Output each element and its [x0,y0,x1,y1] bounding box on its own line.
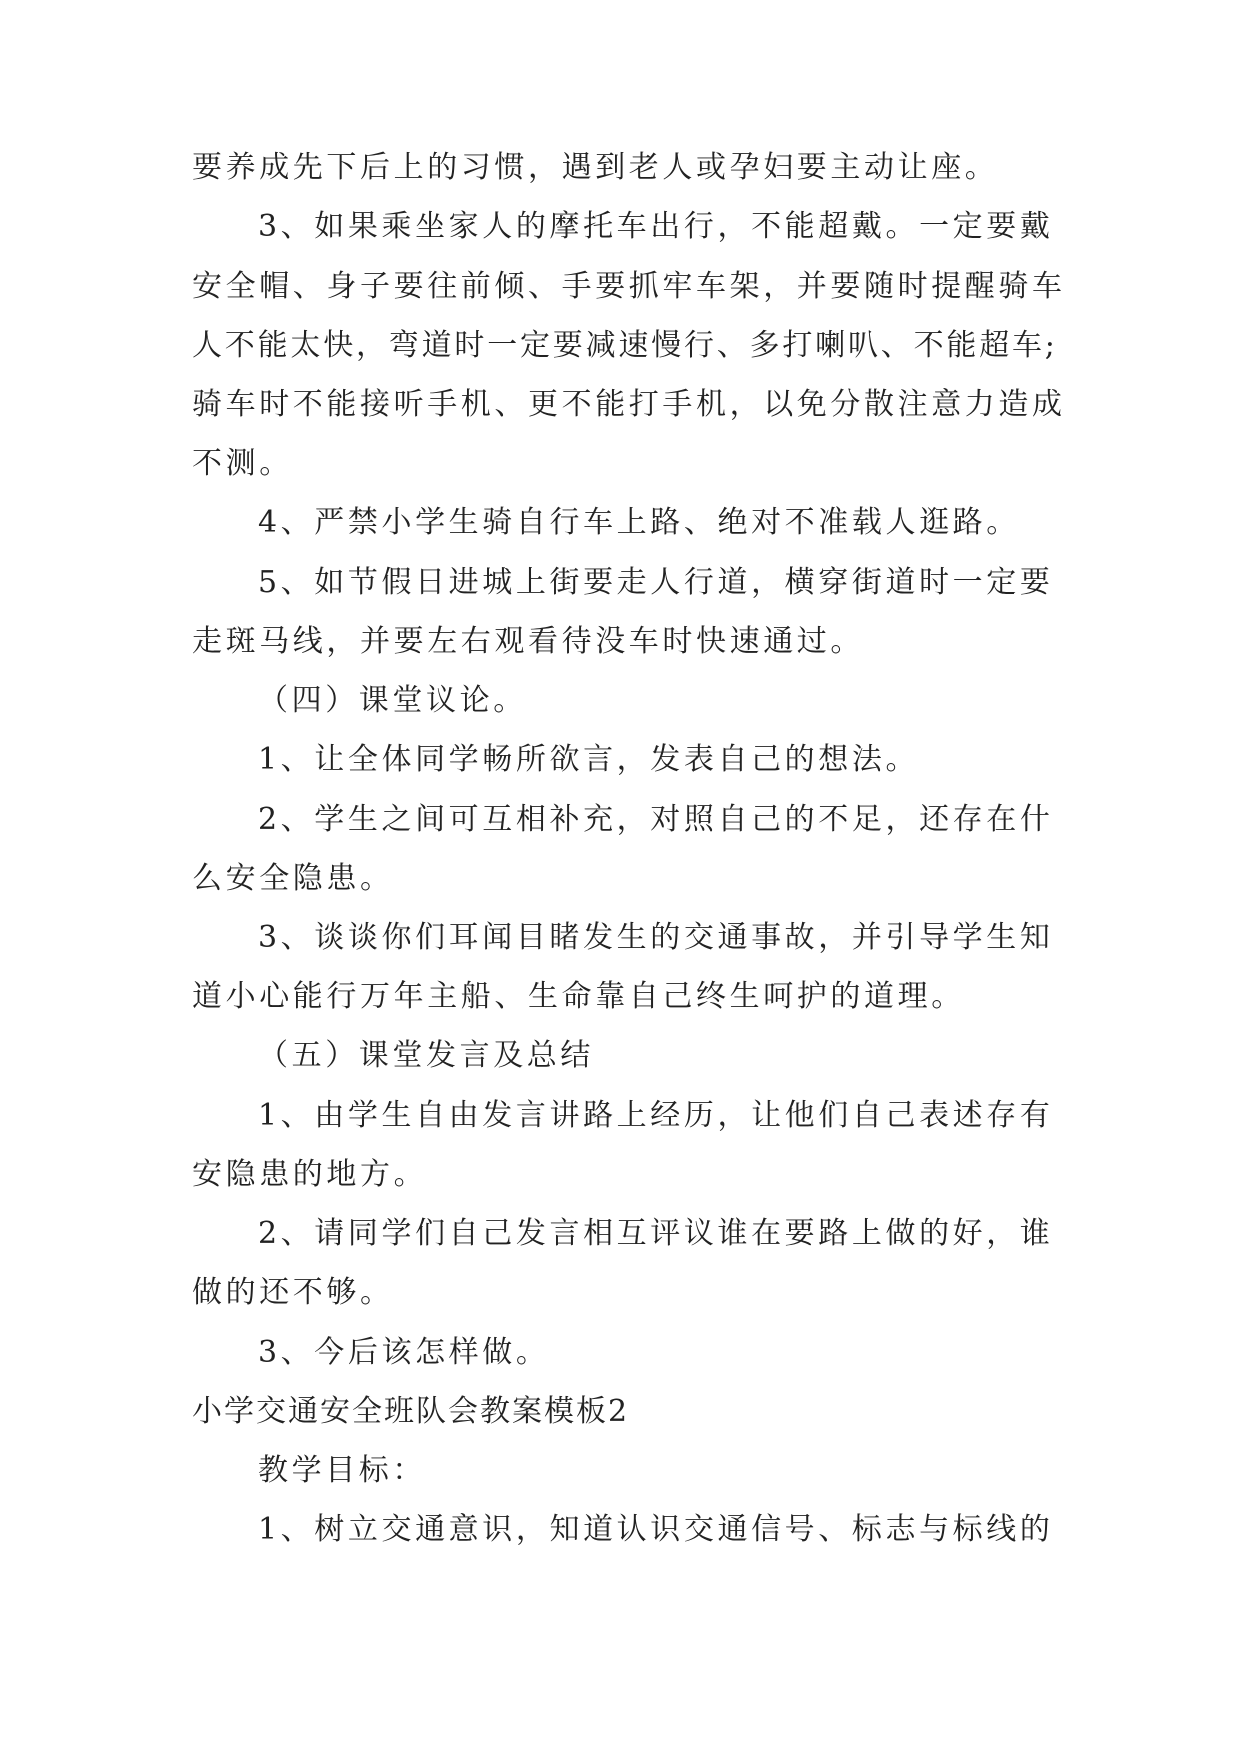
body-text-line: 2、请同学们自己发言相互评议谁在要路上做的好，谁 [258,1216,1054,1251]
body-text-line: 4、严禁小学生骑自行车上路、绝对不准载人逛路。 [258,505,1020,540]
body-text-line: 1、由学生自由发言讲路上经历，让他们自己表述存有 [258,1098,1054,1133]
body-text-line: 安全帽、身子要往前倾、手要抓牢车架，并要随时提醒骑车 [192,269,1066,304]
body-text-line: 要养成先下后上的习惯，遇到老人或孕妇要主动让座。 [192,150,999,185]
body-text-line: 3、今后该怎样做。 [258,1335,550,1370]
body-text-line: 做的还不够。 [192,1275,394,1310]
body-text-line: 道小心能行万年主船、生命靠自己终生呵护的道理。 [192,979,965,1014]
body-text-line: 人不能太快，弯道时一定要减速慢行、多打喇叭、不能超车; [192,328,1058,363]
body-text-line: 走斑马线，并要左右观看待没车时快速通过。 [192,624,864,659]
body-text-line: 2、学生之间可互相补充，对照自己的不足，还存在什 [258,802,1054,837]
body-text-line: 3、如果乘坐家人的摩托车出行，不能超戴。一定要戴 [258,209,1054,244]
body-text-line: 3、谈谈你们耳闻目睹发生的交通事故，并引导学生知 [258,920,1054,955]
section-heading: （四）课堂议论。 [258,683,527,718]
section-heading: （五）课堂发言及总结 [258,1038,594,1073]
body-text-line: 么安全隐患。 [192,861,394,896]
body-text-line: 1、树立交通意识，知道认识交通信号、标志与标线的 [258,1512,1054,1547]
section-heading: 教学目标： [258,1453,426,1488]
body-text-line: 不测。 [192,446,293,481]
document-title: 小学交通安全班队会教案模板2 [192,1394,630,1429]
body-text-line: 骑车时不能接听手机、更不能打手机，以免分散注意力造成 [192,387,1066,422]
body-text-line: 5、如节假日进城上街要走人行道，横穿街道时一定要 [258,565,1054,600]
body-text-line: 安隐患的地方。 [192,1157,428,1192]
body-text-line: 1、让全体同学畅所欲言，发表自己的想法。 [258,742,920,777]
